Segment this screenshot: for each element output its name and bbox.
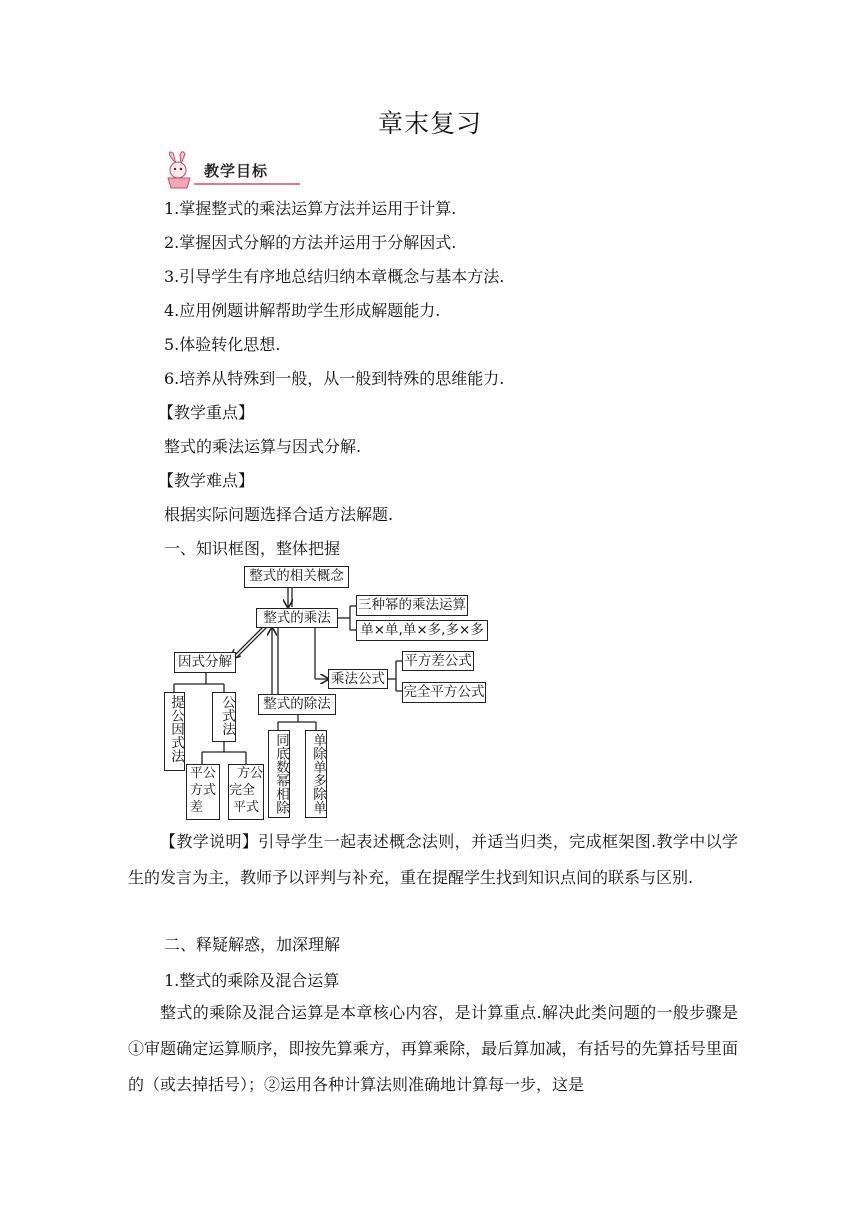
node-factorization: 因式分解 bbox=[174, 652, 236, 673]
key-point-text: 整式的乘法运算与因式分解. bbox=[164, 437, 362, 456]
section-1-heading: 一、知识框图，整体把握 bbox=[164, 539, 341, 558]
page-title: 章末复习 bbox=[377, 109, 482, 138]
fm-difference-line-2: 方式 bbox=[189, 783, 216, 798]
objective-1: 1.掌握整式的乘法运算方法并运用于计算. bbox=[164, 199, 457, 218]
node-fm-difference bbox=[186, 764, 220, 820]
body-paragraph: 整式的乘除及混合运算是本章核心内容，是计算重点.解决此类问题的一般步骤是①审题确定运算顺序，即按先算乘方，再算乘除，最后算加减，有括号的先算括号里面的（或去掉括号）；②运用各种计算法则准确地计算每一步，这是 bbox=[128, 1003, 738, 1094]
objective-4: 4.应用例题讲解帮助学生形成解题能力. bbox=[164, 301, 441, 320]
banner-label: 教学目标 bbox=[204, 162, 269, 180]
node-concepts: 整式的相关概念 bbox=[244, 566, 349, 588]
node-multiplication-formula: 乘法公式 bbox=[328, 669, 388, 689]
difficulty-heading: 【教学难点】 bbox=[158, 471, 255, 490]
node-same-base-division: 同底数幂相除 bbox=[268, 730, 290, 818]
node-multiplication: 整式的乘法 bbox=[256, 608, 338, 628]
node-mono-poly: 单×单,单×多,多×多 bbox=[356, 620, 488, 641]
fm-perfect-line-1: 方公 bbox=[236, 766, 263, 781]
section-2-heading: 二、释疑解惑，加深理解 bbox=[164, 935, 341, 954]
difficulty-text: 根据实际问题选择合适方法解题. bbox=[164, 505, 394, 524]
objective-6: 6.培养从特殊到一般，从一般到特殊的思维能力. bbox=[164, 369, 505, 388]
node-difference-of-squares: 平方差公式 bbox=[402, 651, 474, 671]
teaching-note: 【教学说明】引导学生一起表述概念法则，并适当归类，完成框架图.教学中以学生的发言为主，教师予以评判与补充，重在提醒学生找到知识点间的联系与区别. bbox=[128, 832, 738, 887]
fm-difference-line-1: 平公 bbox=[189, 766, 216, 781]
fm-perfect-line-2: 完全 bbox=[229, 783, 256, 798]
node-common-factor: 提公因式法 bbox=[164, 692, 185, 771]
fm-perfect-line-3: 平式 bbox=[232, 800, 259, 815]
node-monomial-division: 单除单多除单 bbox=[305, 730, 327, 818]
objective-5: 5.体验转化思想. bbox=[164, 335, 281, 354]
key-point-heading: 【教学重点】 bbox=[158, 403, 255, 422]
subsection-1-heading: 1.整式的乘除及混合运算 bbox=[164, 971, 340, 990]
fm-difference-line-3: 差 bbox=[190, 800, 204, 815]
node-division: 整式的除法 bbox=[258, 694, 336, 715]
objective-2: 2.掌握因式分解的方法并运用于分解因式. bbox=[164, 233, 457, 252]
objective-3: 3.引导学生有序地总结归纳本章概念与基本方法. bbox=[164, 267, 505, 286]
section-banner bbox=[160, 150, 300, 190]
node-fm-perfect bbox=[228, 764, 264, 820]
node-perfect-square: 完全平方公式 bbox=[402, 682, 486, 703]
node-power-operations: 三种幂的乘法运算 bbox=[356, 595, 468, 616]
banner-underline bbox=[194, 183, 300, 185]
node-formula-method: 公式法 bbox=[212, 692, 236, 742]
